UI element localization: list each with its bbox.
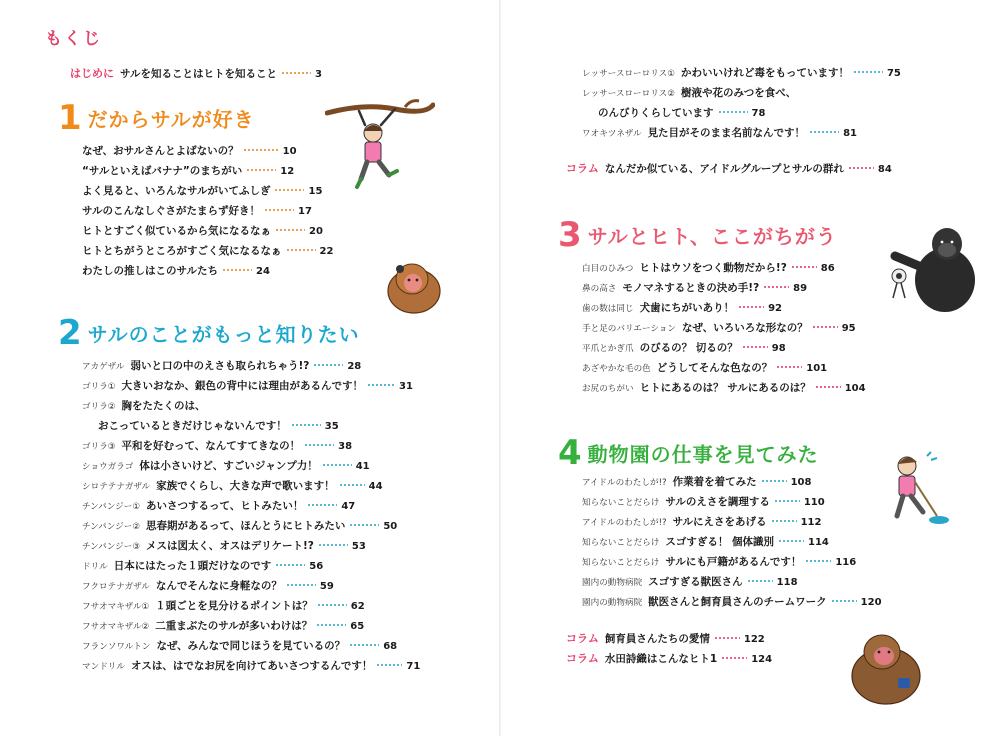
toc-entry: 知らないことだらけ スゴすぎる！ 個体識別 114 xyxy=(582,536,829,548)
right-page xyxy=(500,0,1000,736)
toc-entry: レッサースローロリス① かわいいけれど毒をもっています！ 75 xyxy=(582,67,901,79)
girl-sweeping-illustration xyxy=(875,450,955,535)
chapter-title: サルのことがもっと知りたい xyxy=(87,322,360,347)
intro-line xyxy=(70,67,322,82)
toc-entry: あざやかな毛の色 どうしてそんな色なの？ 101 xyxy=(582,362,828,374)
chapter-3-heading xyxy=(558,215,837,255)
toc-entry: ゴリラ③ 平和を好むって、なんてすてきなの！ 38 xyxy=(82,440,353,452)
toc-entry: フランソワルトン なぜ、みんなで同じほうを見ているの？ 68 xyxy=(82,640,398,652)
chapter-number: 2 xyxy=(58,313,82,353)
chapter-number: 1 xyxy=(58,98,82,138)
toc-entry: フサオマキザル② 二重まぶたのサルが多いわけは？ 65 xyxy=(82,620,365,632)
toc-entry: 知らないことだらけ サルのえさを調理する 110 xyxy=(582,496,825,508)
column-entry: コラム 飼育員さんたちの愛情 122 xyxy=(566,632,765,645)
chapter-title: だからサルが好き xyxy=(87,107,255,132)
monkey-eating-illustration xyxy=(842,622,927,707)
toc-entry: 鼻の高さ モノマネするときの決め手!? 89 xyxy=(582,282,808,294)
toc-entry: レッサースローロリス② 樹液や花のみつを食べ、 xyxy=(582,87,797,99)
toc-entry: なぜ、おサルさんとよばないの？ 10 xyxy=(82,145,297,157)
toc-entry: のんびりくらしています 78 xyxy=(598,107,766,119)
toc-entry: アイドルのわたしが!? 作業着を着てみた 108 xyxy=(582,476,812,488)
toc-entry: チンパンジー① あいさつするって、ヒトみたい！ 47 xyxy=(82,500,356,512)
toc-entry: 手と足のバリエーション なぜ、いろいろな形なの？ 95 xyxy=(582,322,856,334)
chapter-number: 4 xyxy=(558,433,582,473)
toc-entry: ゴリラ① 大きいおなか、銀色の背中には理由があるんです！ 31 xyxy=(82,380,413,392)
toc-entry: 園内の動物病院 スゴすぎる獣医さん 118 xyxy=(582,576,798,588)
chapter-number: 3 xyxy=(558,215,582,255)
toc-entry: “サルといえばバナナ”のまちがい 12 xyxy=(82,165,295,177)
toc-entry: 歯の数は同じ 犬歯にちがいあり！ 92 xyxy=(582,302,782,314)
toc-entry: 知らないことだらけ サルにも戸籍があるんです！ 116 xyxy=(582,556,857,568)
toc-entry: ヒトとちがうところがすごく気になるなぁ 22 xyxy=(82,245,334,257)
toc-entry: シロテテナガザル 家族でくらし、大きな声で歌います！ 44 xyxy=(82,480,383,492)
toc-entry: ドリル 日本にはたった１頭だけなのです 56 xyxy=(82,560,324,572)
girl-hanging-branch-illustration xyxy=(325,95,435,190)
toc-entry: マンドリル オスは、はでなお尻を向けてあいさつするんです！ 71 xyxy=(82,660,421,672)
toc-entry: フサオマキザル① １頭ごとを見分けるポイントは？ 62 xyxy=(82,600,365,612)
toc-title: もくじ xyxy=(45,29,102,49)
toc-entry: チンパンジー③ メスは図太く、オスはデリケート!? 53 xyxy=(82,540,366,552)
toc-entry: 園内の動物病院 獣医さんと飼育員さんのチームワーク 120 xyxy=(582,596,882,608)
chapter-1-heading xyxy=(58,98,255,138)
column-entry: コラム なんだか似ている、アイドルグループとサルの群れ 84 xyxy=(566,162,892,175)
toc-entry: ワオキツネザル 見た目がそのまま名前なんです！ 81 xyxy=(582,127,857,139)
toc-entry: 平爪とかぎ爪 のびるの？ 切るの？ 98 xyxy=(582,342,786,354)
toc-entry: わたしの推しはこのサルたち 24 xyxy=(82,265,270,277)
toc-entry: ショウガラゴ 体は小さいけど、すごいジャンプ力！ 41 xyxy=(82,460,370,472)
intro-title: サルを知ることはヒトを知ること xyxy=(120,68,277,80)
macaque-illustration xyxy=(382,255,444,315)
intro-prefix: はじめに xyxy=(70,67,114,80)
toc-entry: ヒトとすごく似ているから気になるなぁ 20 xyxy=(82,225,323,237)
toc-entry: 白目のひみつ ヒトはウソをつく動物だから!? 86 xyxy=(582,262,835,274)
toc-entry: サルのこんなしぐさがたまらず好き！ 17 xyxy=(82,205,312,217)
intro-page: 3 xyxy=(314,69,322,80)
toc-entry: アカゲザル 弱いと口の中のえさも取られちゃう!? 28 xyxy=(82,360,362,372)
toc-entry: おこっているときだけじゃないんです！ 35 xyxy=(98,420,339,432)
chapter-title: サルとヒト、ここがちがう xyxy=(587,224,837,249)
toc-entry: お尻のちがい ヒトにあるのは？ サルにあるのは？ 104 xyxy=(582,382,866,394)
column-entry: コラム 水田詩織はこんなヒト1 124 xyxy=(566,652,773,665)
chapter-title: 動物園の仕事を見てみた xyxy=(587,442,819,467)
toc-entry: ゴリラ② 胸をたたくのは、 xyxy=(82,400,206,412)
toc-entry: チンパンジー② 思春期があるって、ほんとうにヒトみたい 50 xyxy=(82,520,398,532)
chapter-2-heading xyxy=(58,313,360,353)
chapter-4-heading xyxy=(558,433,819,473)
toc-entry: フクロテナガザル なんでそんなに身軽なの？ 59 xyxy=(82,580,334,592)
toc-entry: よく見ると、いろんなサルがいてふしぎ 15 xyxy=(82,185,323,197)
toc-entry: アイドルのわたしが!? サルにえさをあげる 112 xyxy=(582,516,822,528)
gorilla-illustration xyxy=(885,220,980,315)
